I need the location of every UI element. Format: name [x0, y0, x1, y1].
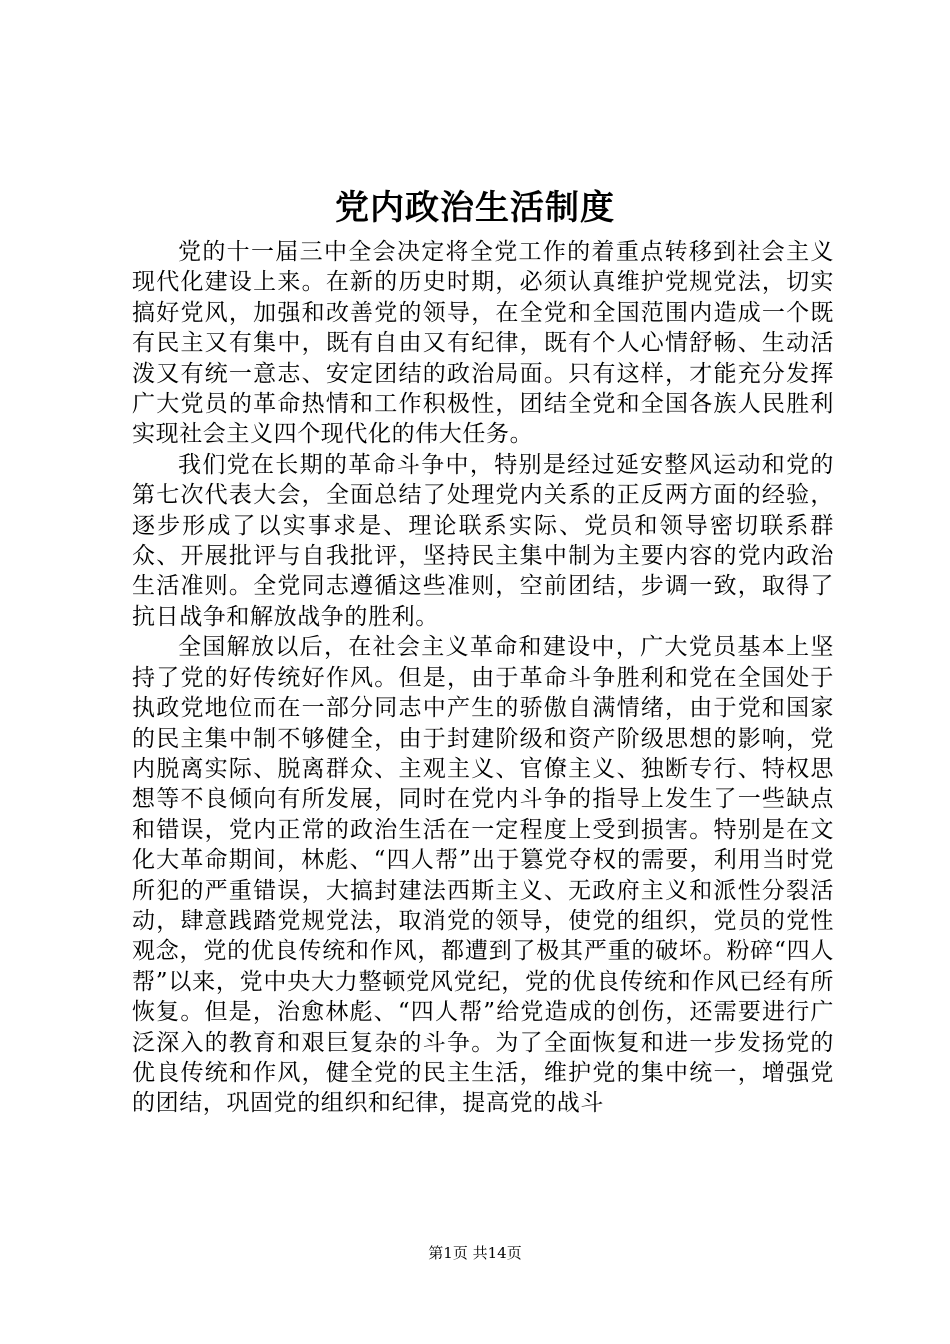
paragraph-2: 我们党在长期的革命斗争中，特别是经过延安整风运动和党的第七次代表大会，全面总结了处理党内关系的正反两方面的经验，逐步形成了以实事求是、理论联系实际、党员和领导密切联系群众、开展批评与自我批评，坚持民主集中制为主要内容的党内政治生活准则。全党同志遵循这些准则，空前团结，步调一致，取得了抗日战争和解放战争的胜利。 — [132, 451, 834, 630]
page-footer: 第1页 共14页 — [428, 1244, 522, 1262]
document-title: 党内政治生活制度 — [335, 188, 615, 228]
paragraph-1: 党的十一届三中全会决定将全党工作的着重点转移到社会主义现代化建设上来。在新的历史时期，必须认真维护党规党法，切实搞好党风，加强和改善党的领导，在全党和全国范围内造成一个既有民主又有集中，既有自由又有纪律，既有个人心情舒畅、生动活泼又有统一意志、安定团结的政治局面。只有这样，才能充分发挥广大党员的革命热情和工作积极性，团结全党和全国各族人民胜利实现社会主义四个现代化的伟大任务。 — [132, 239, 834, 448]
document-body — [132, 237, 834, 1119]
paragraph-3: 全国解放以后，在社会主义革命和建设中，广大党员基本上坚持了党的好传统好作风。但是，由于革命斗争胜利和党在全国处于执政党地位而在一部分同志中产生的骄傲自满情绪，由于党和国家的民主集中制不够健全，由于封建阶级和资产阶级思想的影响，党内脱离实际、脱离群众、主观主义、官僚主义、独断专行、特权思想等不良倾向有所发展，同时在党内斗争的指导上发生了一些缺点和错误，党内正常的政治生活在一定程度上受到损害。特别是在文化大革命期间，林彪、“四人帮”出于篡党夺权的需要，利用当时党所犯的严重错误，大搞封建法西斯主义、无政府主义和派性分裂活动，肆意践踏党规党法，取消党的领导，使党的组织，党员的党性观念，党的优良传统和作风，都遭到了极其严重的破坏。粉碎“四人帮”以来，党中央大力整顿党风党纪，党的优良传统和作风已经有所恢复。但是，治愈林彪、“四人帮”给党造成的创伤，还需要进行广泛深入的教育和艰巨复杂的斗争。为了全面恢复和进一步发扬党的优良传统和作风，健全党的民主生活，维护党的集中统一，增强党的团结，巩固党的组织和纪律，提高党的战斗 — [132, 634, 834, 1117]
